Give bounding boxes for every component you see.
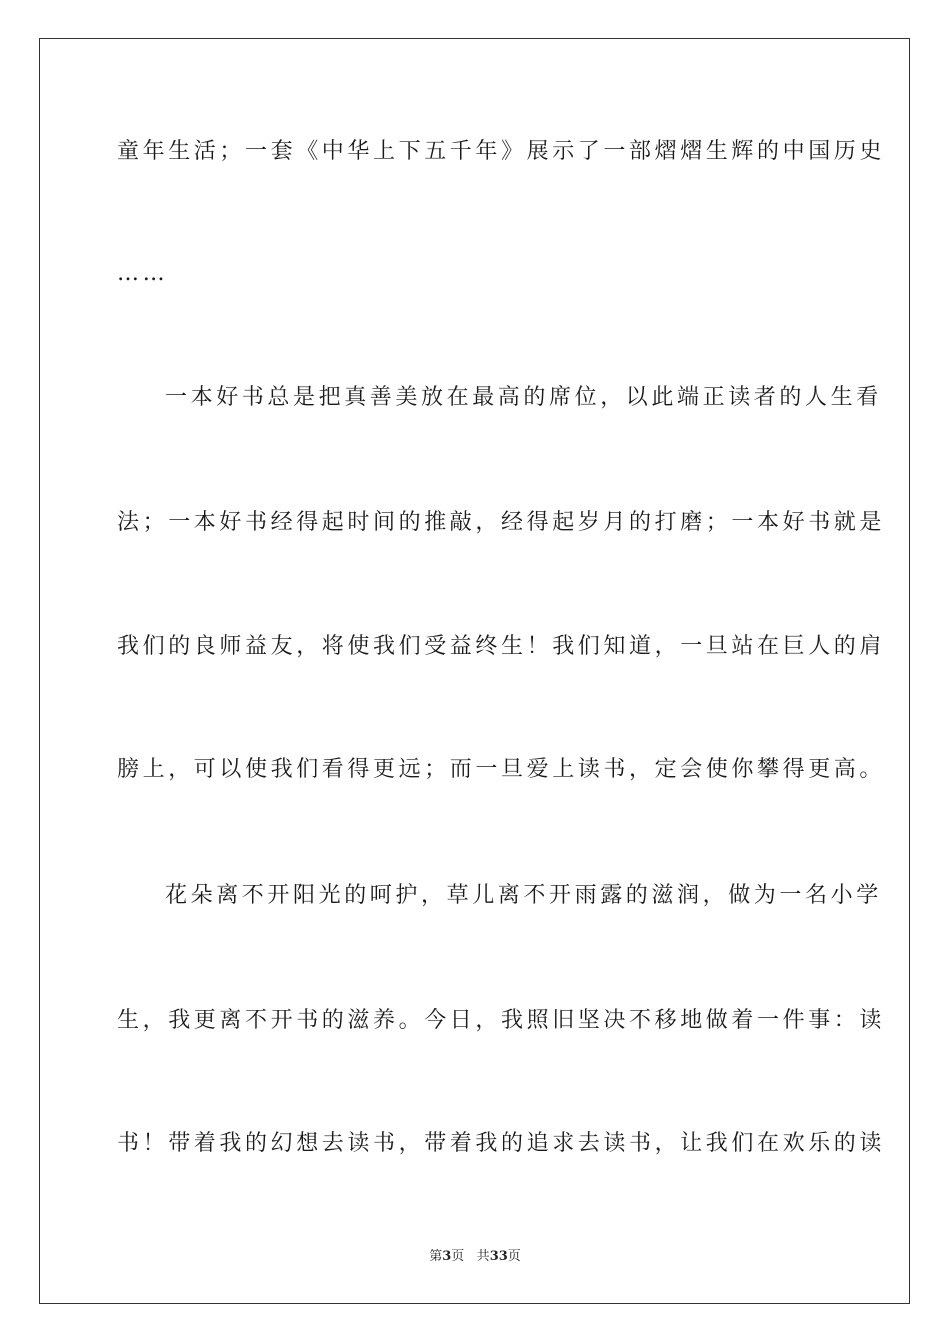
paragraph-3-line-3: 书！带着我的幻想去读书，带着我的追求去读书，让我们在欢乐的读 [117, 1131, 886, 1156]
page-footer [0, 1248, 950, 1266]
paragraph-2-line-2: 法；一本好书经得起时间的推敲，经得起岁月的打磨；一本好书就是 [117, 510, 886, 535]
page-number: 3 [442, 1249, 452, 1264]
page-prefix: 第 [429, 1249, 443, 1264]
total-suffix: 页 [507, 1249, 521, 1264]
paragraph-2-line-4: 膀上，可以使我们看得更远；而一旦爱上读书，定会使你攀得更高。 [117, 757, 886, 782]
page-border [39, 38, 910, 1304]
paragraph-2-line-3: 我们的良师益友，将使我们受益终生！我们知道，一旦站在巨人的肩 [117, 634, 886, 659]
text-line-1: 童年生活；一套《中华上下五千年》展示了一部熠熠生辉的中国历史 [117, 139, 886, 164]
page-suffix: 页 [451, 1249, 465, 1264]
paragraph-2-line-1: 一本好书总是把真善美放在最高的席位，以此端正读者的人生看 [165, 385, 882, 410]
paragraph-3-line-1: 花朵离不开阳光的呵护，草儿离不开雨露的滋润，做为一名小学 [165, 883, 882, 908]
text-line-2: …… [117, 261, 169, 286]
total-prefix: 共 [476, 1249, 490, 1264]
total-pages: 33 [489, 1249, 508, 1264]
paragraph-3-line-2: 生，我更离不开书的滋养。今日，我照旧坚决不移地做着一件事：读 [117, 1008, 886, 1033]
